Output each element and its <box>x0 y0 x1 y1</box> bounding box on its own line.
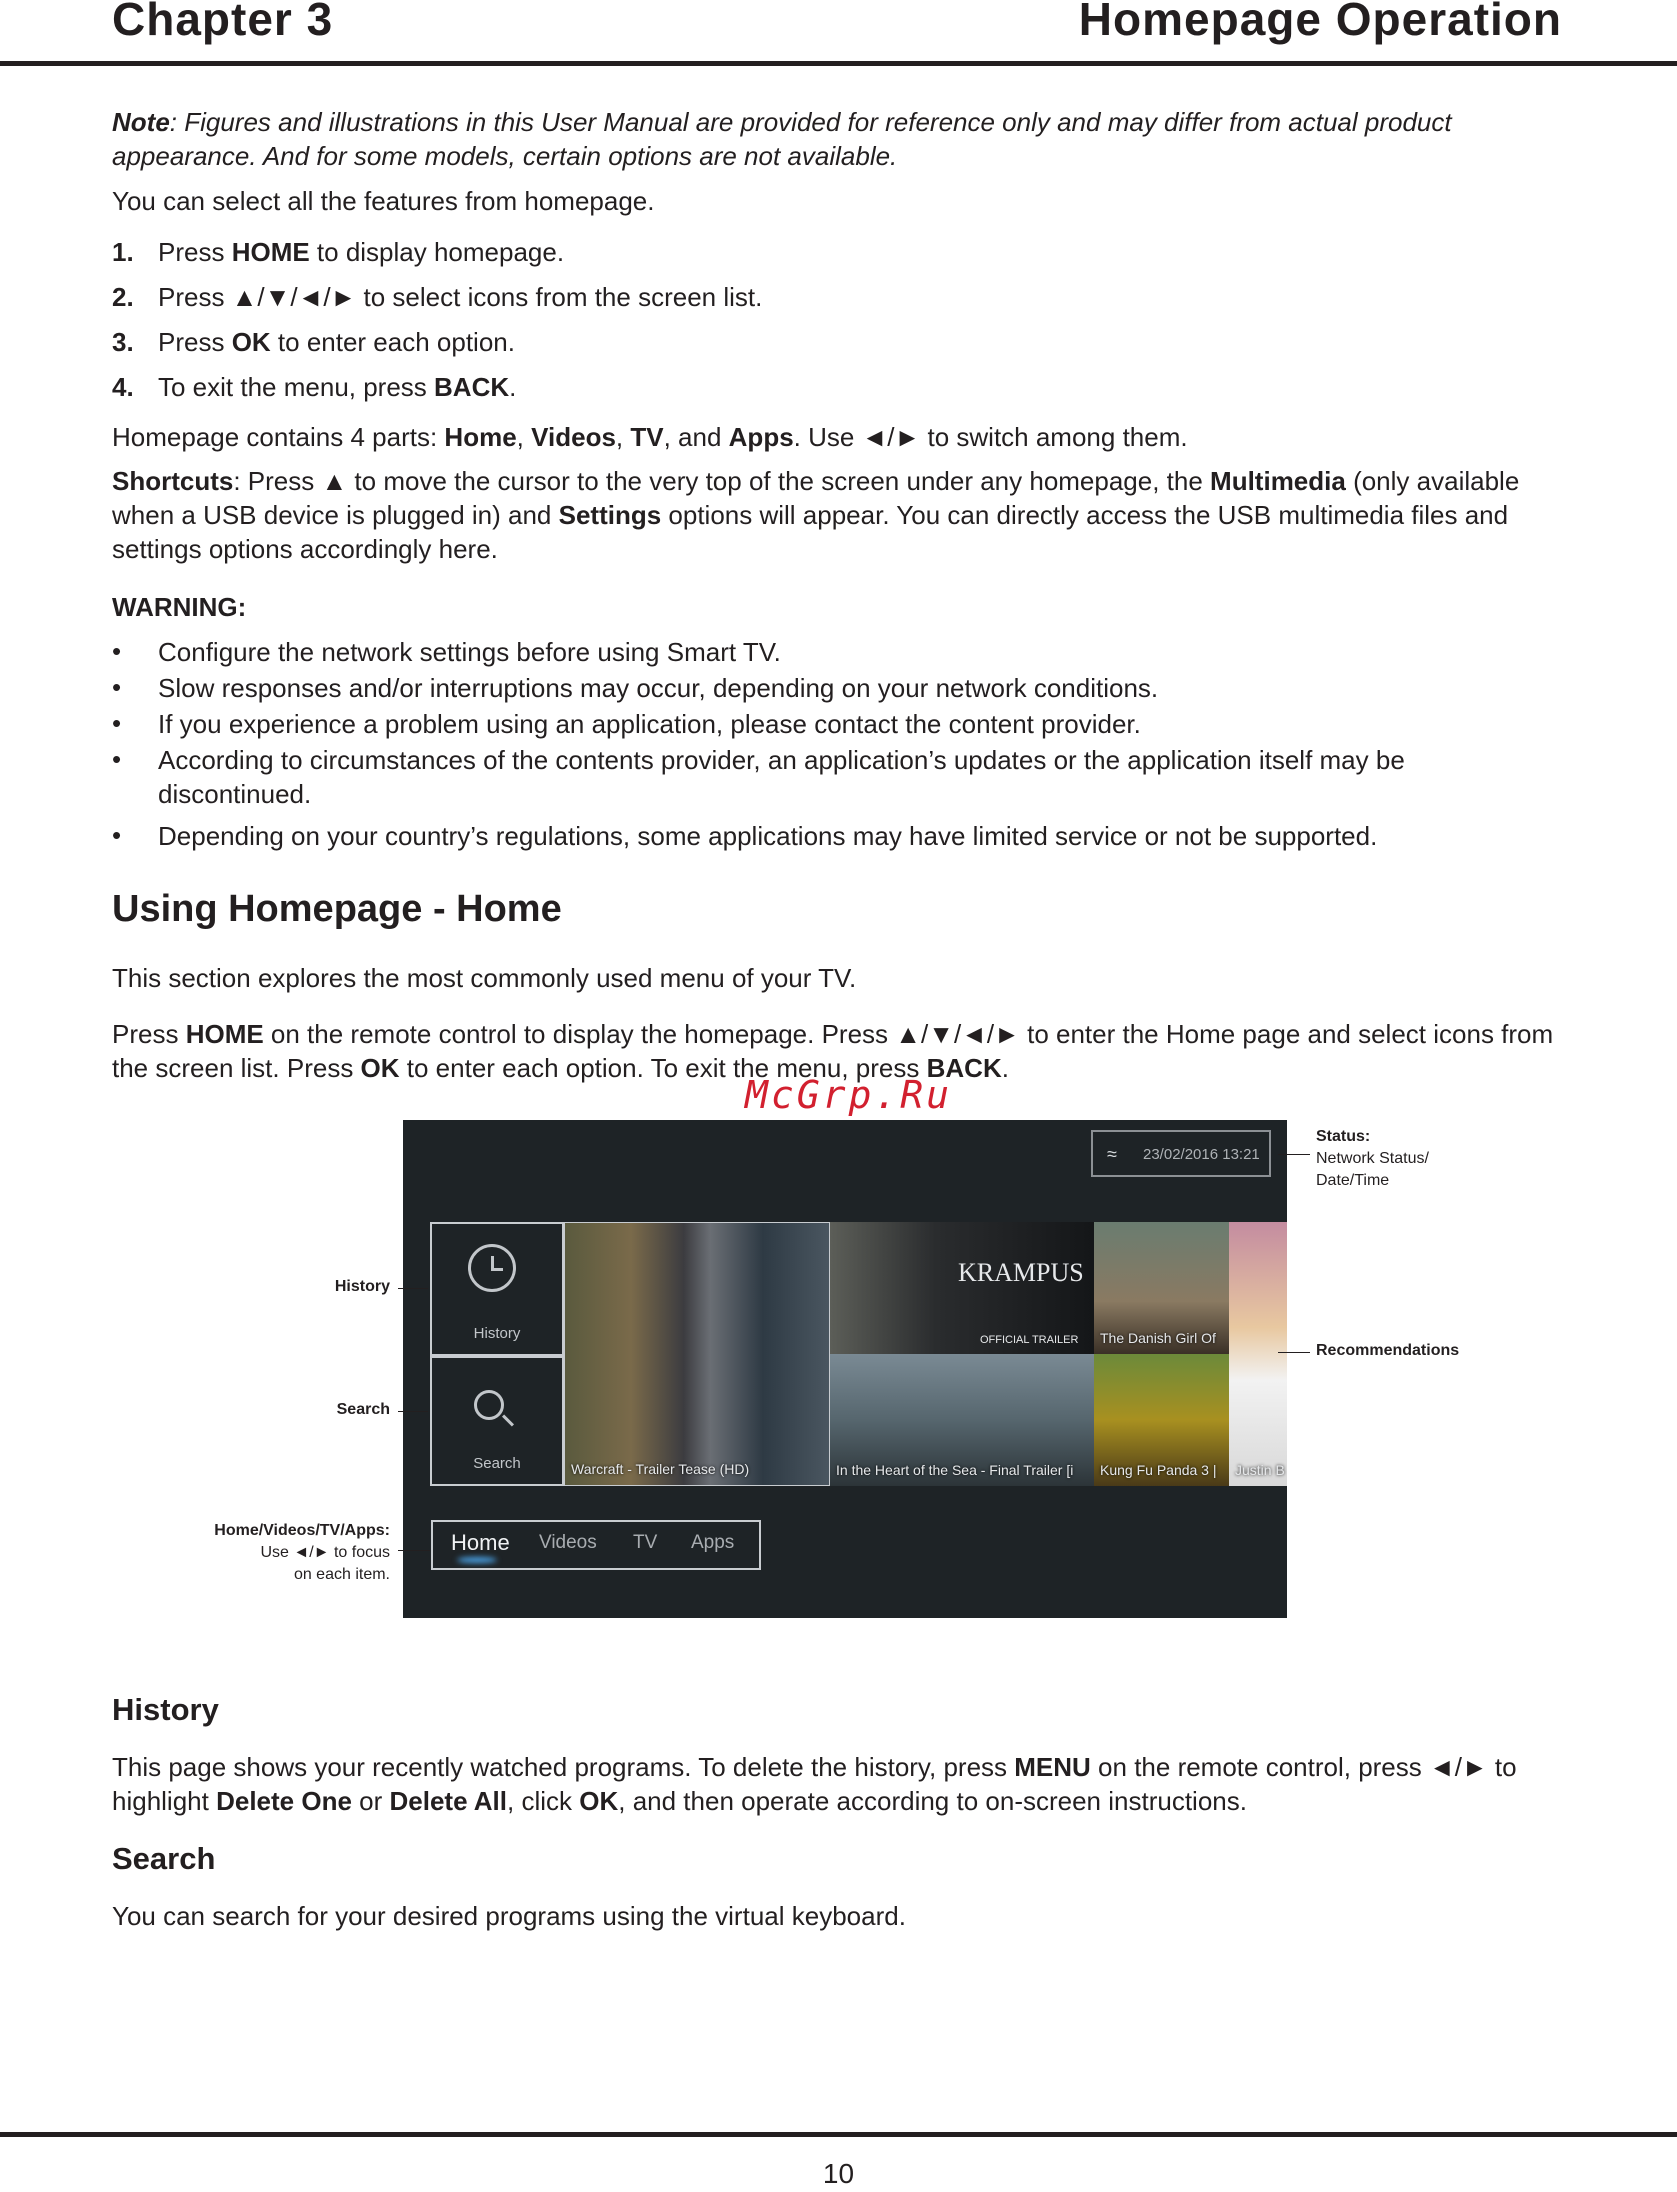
callout-history: History <box>334 1278 390 1295</box>
chapter-title: Homepage Operation <box>1078 0 1562 45</box>
bullet-dot: • <box>112 820 122 850</box>
warning-item: Slow responses and/or interruptions may occur, depending on your network conditions. <box>158 673 1159 703</box>
section-home-intro: This section explores the most commonly used menu of your TV. <box>112 963 857 993</box>
tab-focus-glow <box>457 1557 497 1563</box>
step-2: 2. Press ▲/▼/◄/► to select icons from the screen list. <box>112 282 763 312</box>
search-text: You can search for your desired programs using the virtual keyboard. <box>112 1901 906 1931</box>
section-home-paragraph: Press HOME on the remote control to display the homepage. Press ▲/▼/◄/► to enter the Home page and select icons from the screen list. Press OK to enter each option. To exit the menu, press BACK. <box>112 1019 1554 1083</box>
shortcuts-text: Shortcuts: Press ▲ to move the cursor to the very top of the screen under any homepage, the Multimedia (only available when a USB device is plugged in) and Settings options will appear. You can directly access the USB multimedia files and settings options accordingly here. <box>112 466 1520 564</box>
rec-krampus[interactable] <box>830 1222 1094 1354</box>
clock-icon <box>468 1244 516 1292</box>
intro-text: You can select all the features from homepage. <box>112 186 655 216</box>
parts-text: Homepage contains 4 parts: Home, Videos, TV, and Apps. Use ◄/► to switch among them. <box>112 422 1188 452</box>
rec-justin[interactable] <box>1229 1222 1287 1486</box>
status-datetime: 23/02/2016 13:21 <box>1143 1146 1260 1163</box>
note: Note: Figures and illustrations in this User Manual are provided for reference only and may differ from actual product appearance. And for some models, certain options are not available. <box>112 107 1452 171</box>
step-1: 1. Press HOME to display homepage. <box>112 237 565 267</box>
krampus-title: KRAMPUS <box>958 1258 1084 1287</box>
rec-kfp-caption: Kung Fu Panda 3 | <box>1100 1462 1217 1478</box>
rec-heart-of-sea[interactable] <box>830 1354 1094 1486</box>
bullet-dot: • <box>112 708 122 738</box>
warning-item: Configure the network settings before using Smart TV. <box>158 637 781 667</box>
homepage-tabs <box>431 1520 761 1570</box>
section-title-home: Using Homepage - Home <box>112 888 562 930</box>
bullet-dot: • <box>112 672 122 702</box>
warning-item: If you experience a problem using an application, please contact the content provider. <box>158 709 1141 739</box>
homepage-screenshot <box>403 1120 1287 1618</box>
bullet-dot: • <box>112 636 122 666</box>
step-4: 4. To exit the menu, press BACK. <box>112 372 517 402</box>
warning-item: According to circumstances of the contents provider, an application’s updates or the application itself may be discontinued. <box>158 745 1405 809</box>
bullet-dot: • <box>112 744 122 774</box>
footer-rule <box>0 2132 1677 2137</box>
magnifier-icon <box>474 1390 504 1420</box>
rec-danish-caption: The Danish Girl Of <box>1100 1330 1216 1346</box>
history-tile-label: History <box>473 1325 521 1342</box>
wifi-icon: ≈ <box>1107 1144 1117 1164</box>
callout-line <box>1278 1154 1310 1155</box>
warning-title: WARNING: <box>112 592 247 622</box>
tab-tv[interactable]: TV <box>633 1532 658 1553</box>
callout-recommendations: Recommendations <box>1316 1342 1460 1359</box>
rec-heart-caption: In the Heart of the Sea - Final Trailer [i <box>836 1462 1074 1478</box>
krampus-subtitle: OFFICIAL TRAILER <box>980 1334 1079 1346</box>
warning-item: Depending on your country’s regulations, some applications may have limited service or not be supported. <box>158 821 1378 851</box>
history-text: This page shows your recently watched programs. To delete the history, press MENU on the remote control, press ◄/► to highlight Delete One or Delete All, click OK, and then operate according to on-screen instructions. <box>112 1752 1517 1816</box>
page-header <box>0 0 1677 68</box>
tab-apps[interactable]: Apps <box>691 1532 735 1553</box>
callout-search: Search <box>336 1401 390 1418</box>
watermark: McGrp.Ru <box>745 1073 953 1117</box>
tab-home[interactable]: Home <box>451 1530 510 1555</box>
page-number: 10 <box>822 2158 855 2189</box>
rec-danish-girl[interactable] <box>1094 1222 1229 1354</box>
chapter-label: Chapter 3 <box>112 0 334 45</box>
rec-kung-fu-panda[interactable] <box>1094 1354 1229 1486</box>
callout-line <box>398 1288 428 1289</box>
callout-line <box>1278 1352 1310 1353</box>
rec-warcraft-caption: Warcraft - Trailer Tease (HD) <box>571 1461 750 1477</box>
status-box <box>1091 1130 1271 1177</box>
callout-tabs: Home/Videos/TV/Apps: Use ◄/► to focus on each item. <box>214 1522 390 1583</box>
history-title: History <box>112 1692 219 1727</box>
callout-status: Status: Network Status/ Date/Time <box>1316 1128 1429 1189</box>
history-tile[interactable] <box>430 1222 564 1356</box>
header-rule <box>0 61 1677 66</box>
callout-line <box>398 1550 430 1551</box>
callout-line <box>398 1411 428 1412</box>
search-tile[interactable] <box>430 1356 564 1486</box>
search-title: Search <box>112 1841 216 1876</box>
rec-warcraft[interactable] <box>564 1222 830 1486</box>
step-3: 3. Press OK to enter each option. <box>112 327 515 357</box>
rec-justin-caption: Justin B <box>1235 1462 1285 1478</box>
search-tile-label: Search <box>473 1455 521 1472</box>
tab-videos[interactable]: Videos <box>539 1532 597 1553</box>
